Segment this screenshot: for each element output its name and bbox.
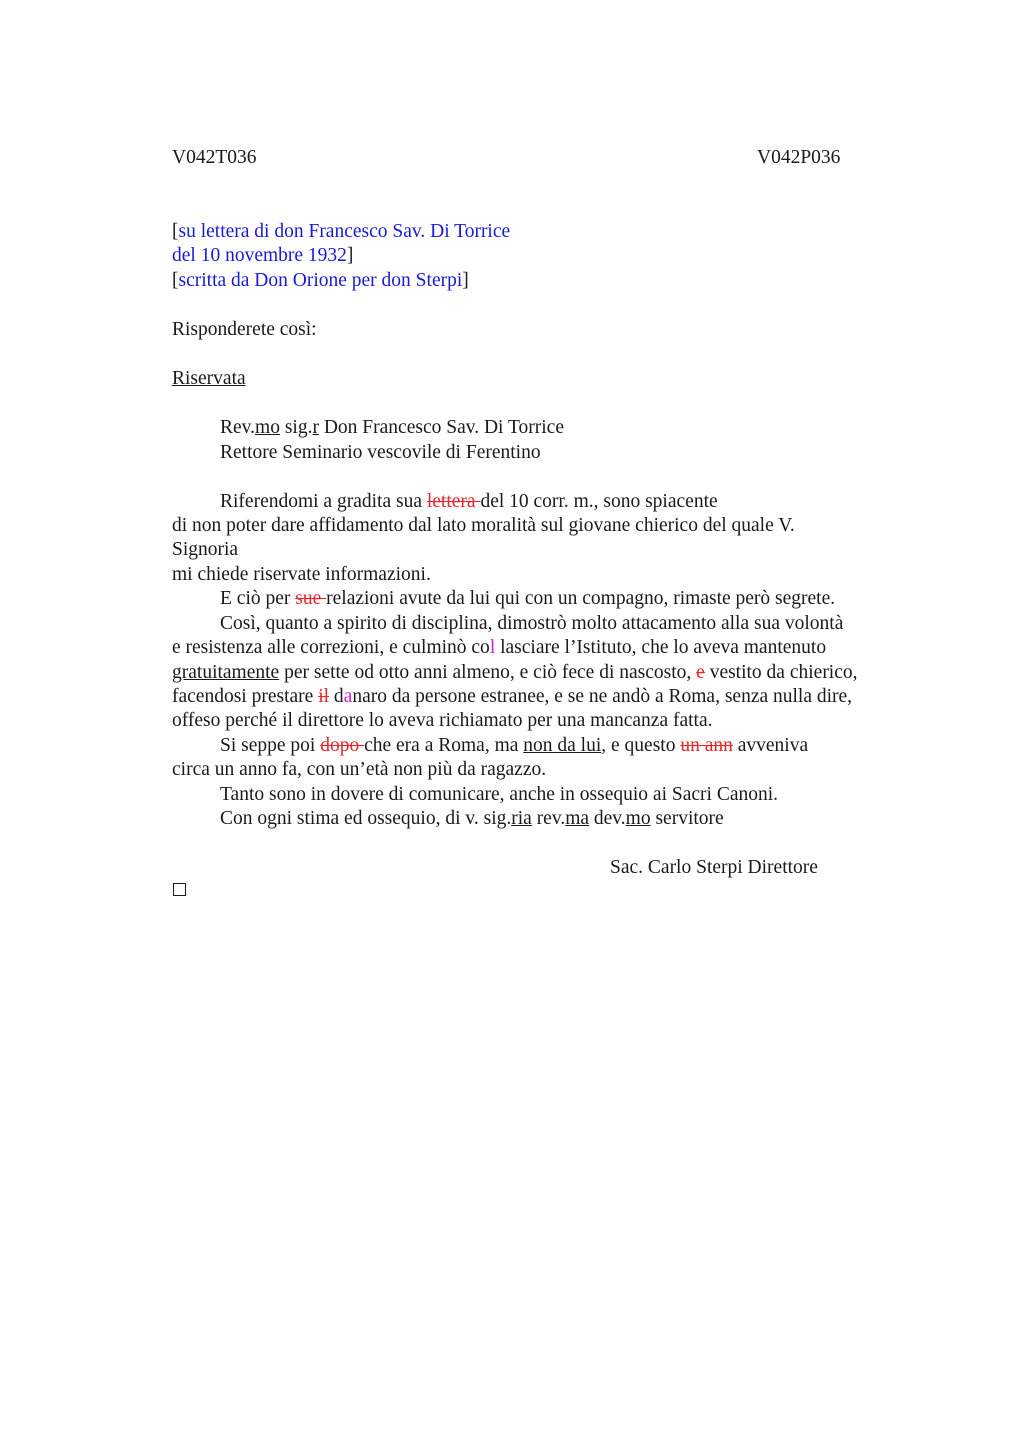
addressee-line-1: Rev.mo sig.r Don Francesco Sav. Di Torrice bbox=[220, 417, 564, 438]
paragraph-3-line-2: e resistenza alle correzioni, e culminò col lasciare l’Istituto, che lo aveva mantenuto bbox=[172, 637, 827, 658]
closing-line: Con ogni stima ed ossequio, di v. sig.ria rev.ma dev.mo servitore bbox=[220, 808, 724, 829]
paragraph-5-line-1: Tanto sono in dovere di comunicare, anche in ossequio ai Sacri Canoni. bbox=[220, 784, 779, 805]
checkbox-square-icon bbox=[173, 883, 186, 896]
paragraph-3-line-5: offeso perché il direttore lo aveva richiamato per una mancanza fatta. bbox=[172, 710, 713, 731]
paragraph-1-line-4: mi chiede riservate informazioni. bbox=[172, 564, 431, 585]
paragraph-1-line-1: Riferendomi a gradita sua lettera del 10 corr. m., sono spiacente bbox=[220, 491, 718, 512]
paragraph-3-line-1: Così, quanto a spirito di disciplina, dimostrò molto attacamento alla sua volontà bbox=[220, 613, 844, 634]
paragraph-1-line-2: di non poter dare affidamento dal lato moralità sul giovane chierico del quale V. bbox=[172, 515, 795, 536]
header-right-code: V042P036 bbox=[757, 147, 841, 168]
signature: Sac. Carlo Sterpi Direttore bbox=[610, 857, 818, 878]
paragraph-3-line-3: gratuitamente per sette od otto anni almeno, e ciò fece di nascosto, e vestito da chierico, bbox=[172, 662, 858, 683]
editorial-note-line-3: [scritta da Don Orione per don Sterpi] bbox=[172, 270, 469, 291]
addressee-line-2: Rettore Seminario vescovile di Ferentino bbox=[220, 442, 541, 463]
intro-line: Risponderete così: bbox=[172, 319, 317, 340]
editorial-note-line-1: [su lettera di don Francesco Sav. Di Torrice bbox=[172, 221, 511, 242]
confidential-label: Riservata bbox=[172, 368, 246, 389]
paragraph-1-line-3: Signoria bbox=[172, 539, 239, 560]
paragraph-4-line-2: circa un anno fa, con un’età non più da ragazzo. bbox=[172, 759, 547, 780]
paragraph-2-line-1: E ciò per sue relazioni avute da lui qui con un compagno, rimaste però segrete. bbox=[220, 588, 836, 609]
paragraph-3-line-4: facendosi prestare il danaro da persone estranee, e se ne andò a Roma, senza nulla dire, bbox=[172, 686, 853, 707]
paragraph-4-line-1: Si seppe poi dopo che era a Roma, ma non da lui, e questo un ann avveniva bbox=[220, 735, 809, 756]
editorial-note-line-2: del 10 novembre 1932] bbox=[172, 245, 354, 266]
header-left-code: V042T036 bbox=[172, 147, 257, 168]
